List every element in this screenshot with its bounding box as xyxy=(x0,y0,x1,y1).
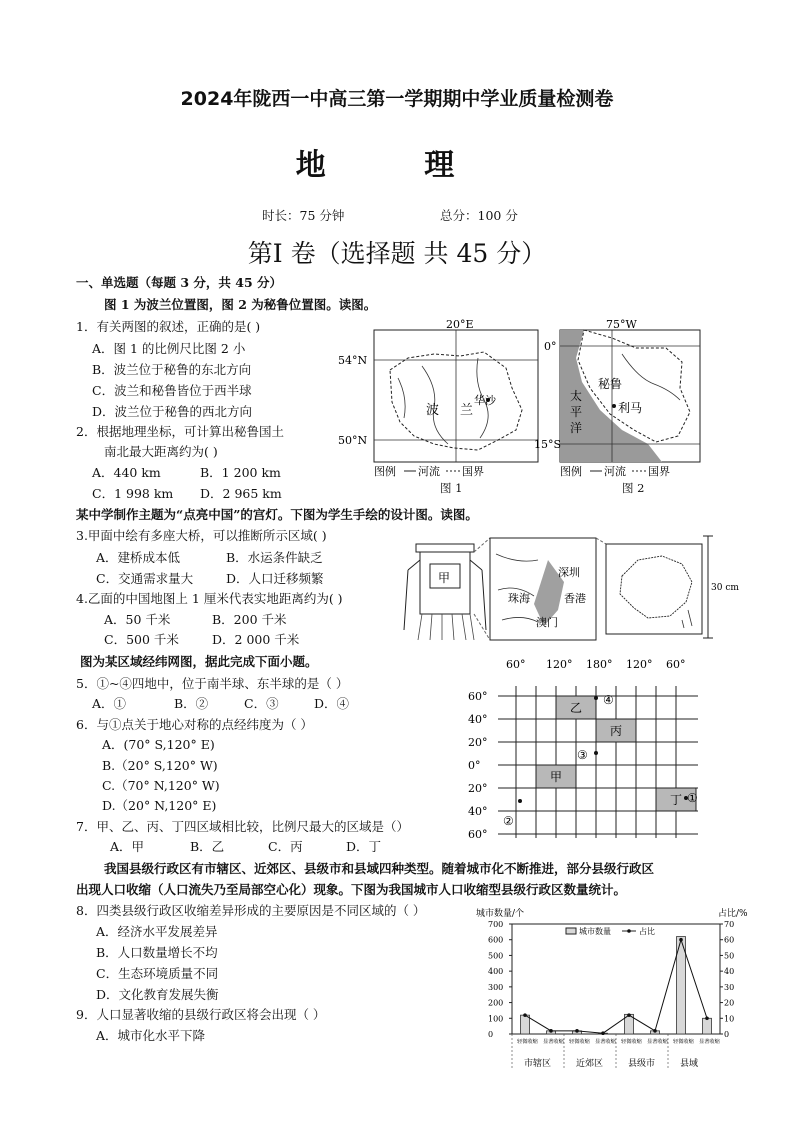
legend-bar-label: 城市数量 xyxy=(579,927,611,936)
scale-30cm: 30 cm xyxy=(711,583,739,593)
grid-lon-label: 60° xyxy=(506,658,526,671)
grid-lat-label: 60° xyxy=(468,828,488,841)
legend-line-dot xyxy=(627,929,631,933)
total-score: 总分：100 分 xyxy=(440,208,518,223)
intro-4b: 出现人口收缩（人口流失乃至局部空心化）现象。下图为我国城市人口收缩型县级行政区数量统计。 xyxy=(76,882,627,897)
fig1-poland-2: 兰 xyxy=(460,403,474,418)
fig2-river: 河流 xyxy=(604,465,626,478)
q5-option-d[interactable]: D．④ xyxy=(314,696,350,711)
part-heading: 一、单选题（每题 3 分，共 45 分） xyxy=(76,275,283,290)
intro-3: 图为某区域经纬网图，据此完成下面小题。 xyxy=(80,654,318,669)
chart-right-tick: 10 xyxy=(724,1014,735,1024)
chart-plot-area xyxy=(512,924,720,1034)
q4-option-d[interactable]: D．2 000 千米 xyxy=(212,632,300,647)
duration: 时长：75 分钟 xyxy=(262,208,345,223)
label-shenzhen: 深圳 xyxy=(558,566,580,579)
fig2-longitude: 75°W xyxy=(606,318,637,331)
figure-2-peru-map xyxy=(530,318,706,478)
question-8: 8．四类县级行政区收缩差异形成的主要原因是不同区域的（ ） xyxy=(76,903,426,918)
q1-option-b[interactable]: B．波兰位于秘鲁的东北方向 xyxy=(92,362,252,377)
chart-group-label: 县域 xyxy=(680,1059,699,1069)
q7-option-c[interactable]: C．丙 xyxy=(268,839,303,854)
q2-option-b[interactable]: B．1 200 km xyxy=(200,465,281,480)
question-5: 5．①~④四地中，位于南半球、东半球的是（ ） xyxy=(76,676,349,691)
q5-option-c[interactable]: C．③ xyxy=(244,696,279,711)
q8-option-a[interactable]: A．经济水平发展差异 xyxy=(96,924,218,939)
q5-option-a[interactable]: A．① xyxy=(92,696,127,711)
question-4: 4.乙面的中国地图上 1 厘米代表实地距离约为( ) xyxy=(76,591,343,606)
fig2-border: 国界 xyxy=(648,465,670,478)
q4-option-c[interactable]: C．500 千米 xyxy=(104,632,179,647)
chart-category-label: 轻微收缩 xyxy=(517,1039,538,1045)
intro-1: 图 1 为波兰位置图，图 2 为秘鲁位置图。读图。 xyxy=(104,297,377,312)
chart-category-label: 显著收缩 xyxy=(595,1039,616,1045)
grid-lat-label: 20° xyxy=(468,782,488,795)
chart-group-label: 近郊区 xyxy=(576,1059,604,1069)
chart-left-tick: 200 xyxy=(488,998,504,1008)
q6-option-d[interactable]: D.（20° N,120° E) xyxy=(102,798,217,813)
exam-title: 2024年陇西一中高三第一学期期中学业质量检测卷 xyxy=(180,88,614,110)
chart-group-label: 市辖区 xyxy=(524,1059,552,1069)
q2-option-c[interactable]: C．1 998 km xyxy=(92,486,174,501)
chart-category-label: 显著收缩 xyxy=(647,1039,668,1045)
lat-lon-grid-figure xyxy=(466,656,710,848)
fig2-lat-bottom: 15°S xyxy=(534,438,562,451)
question-9: 9．人口显著收缩的县级行政区将会出现（ ） xyxy=(76,1007,326,1022)
chart-left-tick: 0 xyxy=(488,1030,494,1039)
region-jia-label: 甲 xyxy=(550,770,563,784)
grid-lat-label: 0° xyxy=(468,759,481,772)
chart-right-tick: 0 xyxy=(724,1030,730,1039)
q8-option-d[interactable]: D．文化教育发展失衡 xyxy=(96,987,219,1002)
chart-category-label: 显著收缩 xyxy=(699,1039,720,1045)
q4-option-a[interactable]: A．50 千米 xyxy=(104,612,171,627)
grid-lat-label: 60° xyxy=(468,690,488,703)
fig2-ocean-3: 洋 xyxy=(570,421,583,435)
label-hongkong: 香港 xyxy=(564,592,586,605)
grid-lon-label: 60° xyxy=(666,658,686,671)
fig1-river: 河流 xyxy=(418,465,440,478)
q6-option-a[interactable]: A．(70° S,120° E) xyxy=(102,737,215,752)
fig1-lat-top: 54°N xyxy=(338,354,368,367)
fig2-caption: 图 2 xyxy=(622,481,645,495)
label-zhuhai: 珠海 xyxy=(508,592,530,605)
chart-right-tick: 40 xyxy=(724,967,735,977)
q7-option-b[interactable]: B．乙 xyxy=(190,839,225,854)
fig1-lat-bottom: 50°N xyxy=(338,434,368,447)
fig1-warsaw: 华沙 xyxy=(474,394,496,407)
point-2-label: ② xyxy=(503,814,514,828)
fig1-poland-1: 波 xyxy=(426,403,440,418)
fig2-lat-top: 0° xyxy=(544,340,557,353)
question-1: 1．有关两图的叙述，正确的是( ) xyxy=(76,319,261,334)
q3-option-d[interactable]: D．人口迁移频繁 xyxy=(226,571,324,586)
section-title: 第Ⅰ 卷（选择题 共 45 分） xyxy=(247,239,547,268)
q3-option-a[interactable]: A．建桥成本低 xyxy=(96,550,181,565)
chart-category-label: 轻微收缩 xyxy=(673,1039,694,1045)
lantern-design-figure xyxy=(398,530,739,645)
q7-option-d[interactable]: D．丁 xyxy=(346,839,382,854)
intro-4a: 我国县级行政区有市辖区、近郊区、县级市和县域四种类型。随着城市化不断推进，部分县级行政区 xyxy=(104,861,655,876)
fig1-caption: 图 1 xyxy=(440,481,463,495)
q8-option-c[interactable]: C．生态环境质量不同 xyxy=(96,966,219,981)
city-shrinkage-chart xyxy=(474,906,758,1070)
q2-option-d[interactable]: D．2 965 km xyxy=(200,486,282,501)
q6-option-c[interactable]: C.（70° N,120° W) xyxy=(102,778,220,793)
fig2-lima: 利马 xyxy=(618,401,643,415)
question-2-line1: 2．根据地理坐标，可计算出秘鲁国土 xyxy=(76,424,284,439)
intro-2: 某中学制作主题为“点亮中国”的宫灯。下图为学生手绘的设计图。读图。 xyxy=(76,507,478,522)
fig2-peru: 秘鲁 xyxy=(598,377,623,391)
point-3-label: ③ xyxy=(577,748,588,762)
q5-option-b[interactable]: B．② xyxy=(174,696,209,711)
point-4-label: ④ xyxy=(603,693,614,707)
region-bing-label: 丙 xyxy=(610,724,623,738)
chart-left-tick: 500 xyxy=(488,951,504,961)
chart-bar xyxy=(521,1015,530,1034)
fig2-ocean-2: 平 xyxy=(570,405,583,419)
legend-bar-swatch xyxy=(566,928,576,934)
chart-left-tick: 100 xyxy=(488,1014,504,1024)
point-1-label: ① xyxy=(687,791,698,805)
q1-option-c[interactable]: C．波兰和秘鲁皆位于西半球 xyxy=(92,383,252,398)
chart-category-label: 轻微收缩 xyxy=(569,1039,590,1045)
chart-ylabel-left: 城市数量/个 xyxy=(476,909,525,919)
label-macau: 澳门 xyxy=(536,616,558,629)
fig2-ocean-1: 太 xyxy=(570,389,583,403)
legend-line-label: 占比 xyxy=(639,927,655,936)
chart-right-tick: 70 xyxy=(724,920,735,929)
lantern-char: 甲 xyxy=(438,571,451,585)
chart-group-label: 县级市 xyxy=(628,1059,656,1069)
point-3-dot xyxy=(594,751,598,755)
question-2-line2: 南北最大距离约为( ) xyxy=(104,444,218,459)
fig1-longitude: 20°E xyxy=(446,318,474,331)
chart-ylabel-right: 占比/% xyxy=(718,909,748,919)
grid-lon-label: 120° xyxy=(546,658,573,671)
q2-option-a[interactable]: A．440 km xyxy=(92,465,161,480)
chart-left-tick: 700 xyxy=(488,920,504,929)
q4-option-b[interactable]: B．200 千米 xyxy=(212,612,287,627)
subject-title: 地 理 xyxy=(295,148,499,183)
chart-right-tick: 50 xyxy=(724,951,735,961)
point-2-dot xyxy=(518,799,522,803)
region-yi-label: 乙 xyxy=(570,701,583,715)
fig2-legend: 图例 xyxy=(560,465,582,478)
fig1-legend: 图例 xyxy=(374,465,396,478)
q9-option-a[interactable]: A．城市化水平下降 xyxy=(96,1028,206,1043)
grid-lat-label: 20° xyxy=(468,736,488,749)
q1-option-d[interactable]: D．波兰位于秘鲁的西北方向 xyxy=(92,404,253,419)
chart-right-tick: 30 xyxy=(724,982,735,992)
region-ding-label: 丁 xyxy=(670,793,683,807)
question-7: 7．甲、乙、丙、丁四区域相比较，比例尺最大的区域是（） xyxy=(76,819,409,834)
q7-option-a[interactable]: A．甲 xyxy=(110,839,145,854)
chart-right-tick: 20 xyxy=(724,998,735,1008)
grid-lon-label: 180° xyxy=(586,658,613,671)
chart-left-tick: 600 xyxy=(488,935,504,945)
chart-left-tick: 400 xyxy=(488,967,504,977)
grid-lat-label: 40° xyxy=(468,713,488,726)
chart-right-tick: 60 xyxy=(724,935,735,945)
question-6: 6．与①点关于地心对称的点经纬度为（ ） xyxy=(76,717,313,732)
lantern-icon xyxy=(404,544,486,640)
q3-option-c[interactable]: C．交通需求量大 xyxy=(96,571,194,586)
fig1-border: 国界 xyxy=(462,465,484,478)
q6-option-b[interactable]: B.（20° S,120° W) xyxy=(102,758,218,773)
figure-1-poland-map xyxy=(338,318,544,478)
q8-option-b[interactable]: B．人口数量增长不均 xyxy=(96,945,218,960)
chart-bar xyxy=(703,1018,712,1034)
chart-category-label: 轻微收缩 xyxy=(621,1039,642,1045)
grid-lon-label: 120° xyxy=(626,658,653,671)
chart-category-label: 显著收缩 xyxy=(543,1039,564,1045)
q1-option-a[interactable]: A．图 1 的比例尺比图 2 小 xyxy=(92,341,246,356)
question-3: 3.甲面中绘有多座大桥，可以推断所示区域( ) xyxy=(76,528,327,543)
chart-left-tick: 300 xyxy=(488,982,504,992)
q3-option-b[interactable]: B．水运条件缺乏 xyxy=(226,550,323,565)
grid-lat-label: 40° xyxy=(468,805,488,818)
point-4-dot xyxy=(594,696,598,700)
